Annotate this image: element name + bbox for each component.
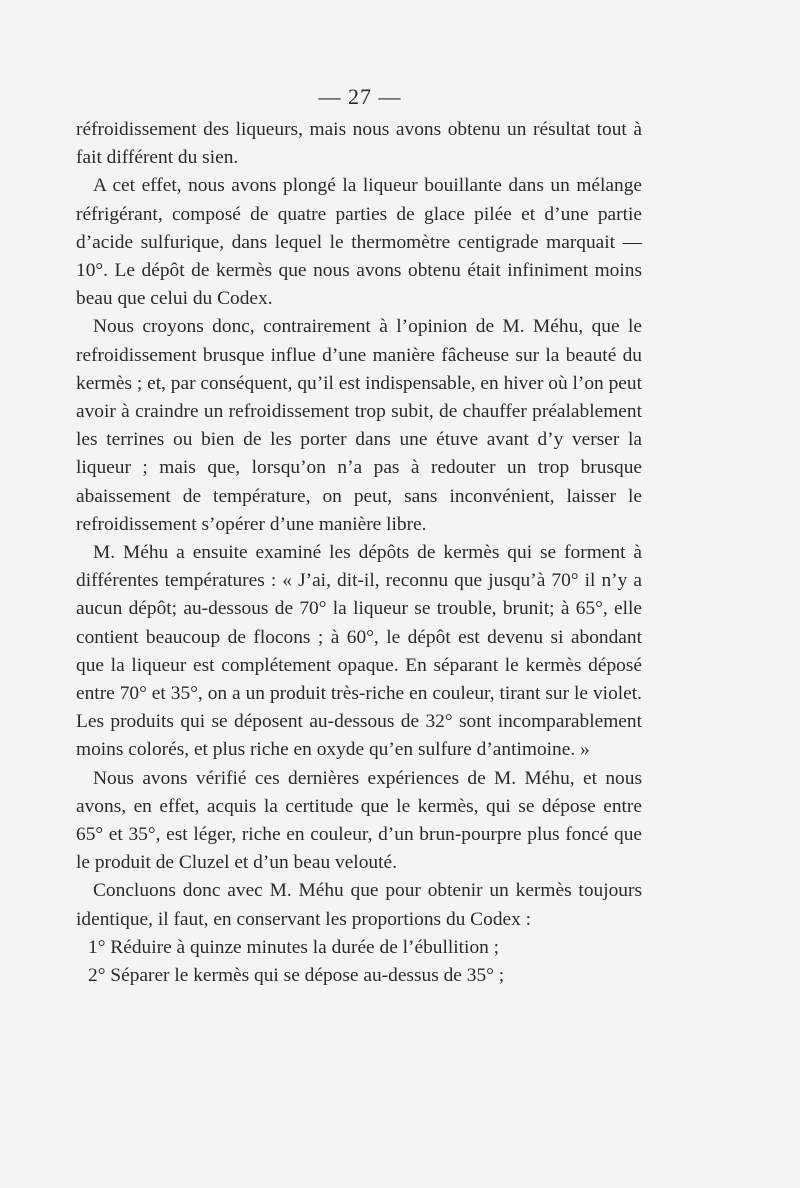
page-number: — 27 — xyxy=(318,84,402,109)
list-item-2: 2° Séparer le kermès qui se dépose au-dessus de 35° ; xyxy=(88,965,505,987)
paragraph-6: Concluons donc avec M. Méhu que pour obtenir un kermès toujours identique, il faut, en conservant les proportions du Codex : xyxy=(76,880,642,930)
paragraph-1: réfroidissement des liqueurs, mais nous avons obtenu un résultat tout à fait différent du sien. xyxy=(76,119,642,169)
paragraph-3: Nous croyons donc, contrairement à l’opinion de M. Méhu, que le refroidissement brusque influe d’une manière fâcheuse sur la beauté du kermès ; et, par conséquent, qu’il est indispensable, en hiver où l’on peut avoir à craindre un refroidissement trop subit, de chauffer préalablement les terrines ou bien de les porter dans une étuve avant d’y verser la liqueur ; mais que, lorsqu’on n’a pas à redouter un trop brusque abaissement de température, on peut, sans inconvénient, laisser le refroidissement s’opérer d’une manière libre. xyxy=(76,316,642,535)
paragraph-4: M. Méhu a ensuite examiné les dépôts de kermès qui se forment à différentes températures : « J’ai, dit-il, reconnu que jusqu’à 70° il n’y a aucun dépôt; au-dessous de 70° la liqueur se trouble, brunit; à 65°, elle contient beaucoup de flocons ; à 60°, le dépôt est devenu si abondant que la liqueur est complétement opaque. En séparant le kermès déposé entre 70° et 35°, on a un produit très-riche en couleur, tirant sur le violet. Les produits qui se déposent au-dessous de 32° sont incomparablement moins colorés, et plus riche en oxyde qu’en sulfure d’antimoine. » xyxy=(76,542,642,761)
paragraph-2: A cet effet, nous avons plongé la liqueur bouillante dans un mélange réfrigérant, composé de quatre parties de glace pilée et d’une partie d’acide sulfurique, dans lequel le thermomètre centigrade marquait — 10°. Le dépôt de kermès que nous avons obtenu était infiniment moins beau que celui du Codex. xyxy=(76,175,642,310)
list-item-1: 1° Réduire à quinze minutes la durée de l’ébullition ; xyxy=(88,936,500,958)
paragraph-5: Nous avons vérifié ces dernières expériences de M. Méhu, et nous avons, en effet, acquis la certitude que le kermès, qui se dépose entre 65° et 35°, est léger, riche en couleur, d’un brun-pourpre plus foncé que le produit de Cluzel et d’un beau velouté. xyxy=(76,767,642,874)
body-text xyxy=(76,116,642,990)
